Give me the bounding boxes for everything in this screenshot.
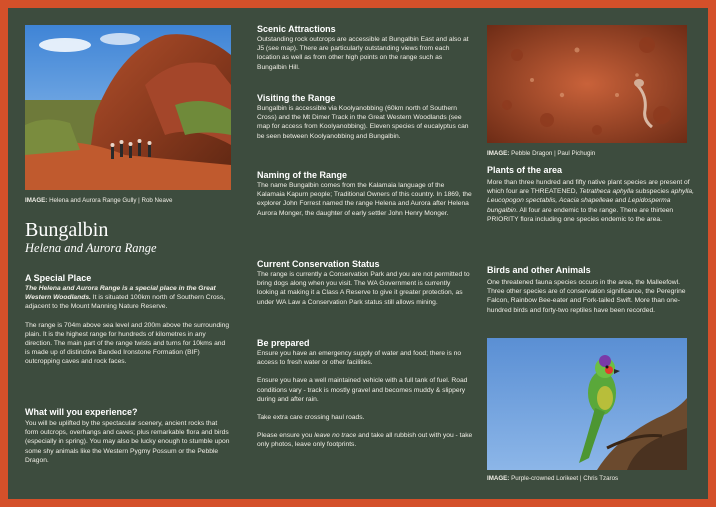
caption-label: IMAGE: [487, 475, 510, 482]
pebble-dragon-caption [487, 150, 595, 158]
caption-text: Helena and Aurora Range Gully | Rob Neave [49, 197, 173, 204]
prepared-body-3: Take extra care crossing haul roads. [257, 414, 365, 422]
brochure-panel [8, 8, 708, 499]
page-title: Bungalbin [25, 219, 109, 241]
lorikeet-caption [487, 475, 618, 483]
column-left [25, 8, 231, 499]
plants-body: More than three hundred and fifty native plant species are present of which four are THREATENED, Tetratheca aphylla subspecies aphylla, Leucopogon spectablis, Acacia shapelleae and Lepidosperma bungalbin. All four are endemic to the range. There are thirteen PRIORITY flora including one species endemic to the area. [487, 179, 694, 223]
special-place-body-2: The range is 704m above sea level and 200m above the surrounding plain. It is the highest range for hundreds of kilometres in any direction. The main part of the range twists and turns for 10kms and is made up of distinctive Banded Ironstone Formation (BIF) outcropping caves and rock faces. [25, 321, 230, 366]
pebble-dragon-photo [487, 25, 687, 143]
conservation-body: The range is currently a Conservation Park and you are not permitted to bring dogs along when you visit. The WA Government is currently looking at making it a Class A Reserve to give it greater protection, as under WA Law a Conservation Park status still allows mining. [257, 271, 470, 306]
experience-section [25, 407, 231, 465]
plants-section [487, 165, 694, 224]
special-place-heading: A Special Place [25, 273, 92, 283]
range-gully-photo [25, 25, 231, 190]
naming-section [257, 170, 473, 218]
conservation-section [257, 259, 473, 307]
prepared-body-4: Please ensure you leave no trace and take all rubbish out with you - take only photos, leave only footprints. [257, 432, 473, 449]
birds-heading: Birds and other Animals [487, 265, 591, 275]
caption-label: IMAGE: [25, 197, 48, 204]
naming-body: The name Bungalbin comes from the Kalamaia language of the Kalamaia Kapurn people; Traditional Owners of this country. In 1869, the explorer John Forrest named the range Helena and Aurora after Helena Aurora Monger, the daughter of early settler John Henry Monger. [257, 182, 472, 217]
plants-heading: Plants of the area [487, 165, 563, 175]
naming-heading: Naming of the Range [257, 170, 348, 180]
experience-body: You will be uplifted by the spectacular scenery, ancient rocks that form outcrops, overhangs and caves; plus remarkable flora and birds (especially in spring). You may also be lucky enough to stumble upon some shy animals like the Western Pygmy Possum or the Pebble Dragon. [25, 420, 230, 464]
visiting-heading: Visiting the Range [257, 93, 336, 103]
scenic-heading: Scenic Attractions [257, 24, 336, 34]
caption-label: IMAGE: [487, 150, 510, 157]
visiting-body: Bungalbin is accessible via Koolyanobbing (60km north of Southern Cross) and the Mt Dimer Track in the Great Western Woodlands (see map for access from Koolyanobbing). Eleven species of eucalyptus can be seen between Koolyanobbing and Bungalbin. [257, 105, 469, 140]
conservation-heading: Current Conservation Status [257, 259, 380, 269]
special-place-body: The Helena and Aurora Range is a special place in the Great Western Woodlands. It is situated 100km north of Southern Cross, adjacent to the Mount Manning Nature Reserve. [25, 285, 226, 311]
lorikeet-photo [487, 338, 687, 470]
range-gully-caption [25, 197, 172, 205]
prepared-body-2: Ensure you have a well maintained vehicle with a full tank of fuel. Road conditions vary - track is mostly gravel and becomes muddy & slippery during and after rain. [257, 377, 468, 403]
prepared-body-1: Ensure you have an emergency supply of water and food; there is no access to fresh water or other facilities. [257, 350, 462, 367]
scenic-section [257, 24, 473, 72]
experience-heading: What will you experience? [25, 407, 138, 417]
column-middle [257, 8, 473, 499]
caption-text: Purple-crowned Lorikeet | Chris Tzaros [511, 475, 619, 482]
page-subtitle: Helena and Aurora Range [25, 241, 157, 255]
birds-section [487, 265, 694, 315]
special-place-section [25, 273, 231, 367]
visiting-section [257, 93, 473, 141]
prepared-heading: Be prepared [257, 338, 310, 348]
caption-text: Pebble Dragon | Paul Pichugin [511, 150, 596, 157]
birds-body: One threatened fauna species occurs in the area, the Malleefowl. Three other species are of conservation significance, the Peregrine Falcon, Rainbow Bee-eater and Fork-tailed Swift. More than one-hundred birds and forty-two reptiles have been recorded. [487, 279, 686, 314]
scenic-body: Outstanding rock outcrops are accessible at Bungalbin East and also at J5 (see map). There are particularly outstanding views from each location as well as from other high points on the range such as Bungalbin Hill. [257, 36, 469, 71]
column-right [487, 8, 694, 499]
prepared-section [257, 338, 473, 450]
